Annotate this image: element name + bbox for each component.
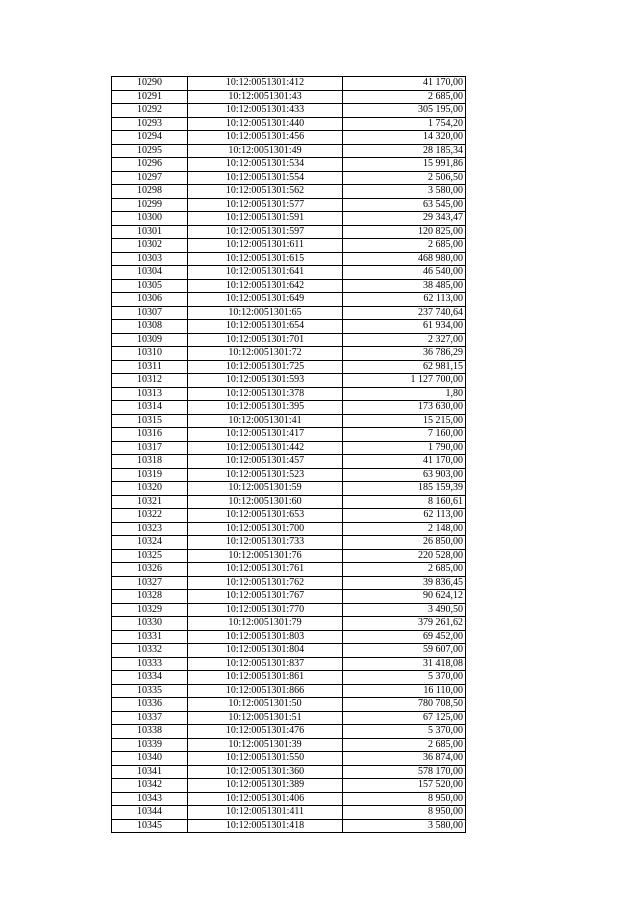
table-row — [112, 603, 466, 617]
value-cell: 61 934,00 — [343, 320, 466, 334]
cadastral-number-cell: 10:12:0051301:761 — [188, 563, 343, 577]
table-row — [112, 414, 466, 428]
cadastral-number-cell: 10:12:0051301:456 — [188, 131, 343, 145]
value-cell: 5 370,00 — [343, 671, 466, 685]
cadastral-number-cell: 10:12:0051301:412 — [188, 77, 343, 91]
cadastral-number-cell: 10:12:0051301:562 — [188, 185, 343, 199]
cadastral-number-cell: 10:12:0051301:433 — [188, 104, 343, 118]
row-number-cell: 10338 — [112, 725, 188, 739]
cadastral-number-cell: 10:12:0051301:534 — [188, 158, 343, 172]
row-number-cell: 10307 — [112, 306, 188, 320]
cadastral-number-cell: 10:12:0051301:733 — [188, 536, 343, 550]
row-number-cell: 10334 — [112, 671, 188, 685]
table-row — [112, 738, 466, 752]
table-row — [112, 320, 466, 334]
row-number-cell: 10326 — [112, 563, 188, 577]
table-row — [112, 171, 466, 185]
table-row — [112, 752, 466, 766]
value-cell: 3 490,50 — [343, 603, 466, 617]
value-cell: 62 113,00 — [343, 509, 466, 523]
cadastral-number-cell: 10:12:0051301:762 — [188, 576, 343, 590]
value-cell: 8 950,00 — [343, 806, 466, 820]
value-cell: 36 786,29 — [343, 347, 466, 361]
cadastral-number-cell: 10:12:0051301:767 — [188, 590, 343, 604]
value-cell: 237 740,64 — [343, 306, 466, 320]
value-cell: 578 170,00 — [343, 765, 466, 779]
row-number-cell: 10329 — [112, 603, 188, 617]
cadastral-number-cell: 10:12:0051301:701 — [188, 333, 343, 347]
cadastral-number-cell: 10:12:0051301:523 — [188, 468, 343, 482]
row-number-cell: 10315 — [112, 414, 188, 428]
table-body — [112, 77, 466, 833]
table-row — [112, 779, 466, 793]
cadastral-number-cell: 10:12:0051301:389 — [188, 779, 343, 793]
cadastral-number-cell: 10:12:0051301:417 — [188, 428, 343, 442]
row-number-cell: 10310 — [112, 347, 188, 361]
table-row — [112, 806, 466, 820]
table-row — [112, 293, 466, 307]
cadastral-number-cell: 10:12:0051301:803 — [188, 630, 343, 644]
value-cell: 2 685,00 — [343, 239, 466, 253]
value-cell: 5 370,00 — [343, 725, 466, 739]
value-cell: 8 950,00 — [343, 792, 466, 806]
table-row — [112, 239, 466, 253]
cadastral-number-cell: 10:12:0051301:837 — [188, 657, 343, 671]
cadastral-number-cell: 10:12:0051301:653 — [188, 509, 343, 523]
value-cell: 120 825,00 — [343, 225, 466, 239]
cadastral-number-cell: 10:12:0051301:76 — [188, 549, 343, 563]
cadastral-number-cell: 10:12:0051301:442 — [188, 441, 343, 455]
value-cell: 39 836,45 — [343, 576, 466, 590]
value-cell: 1 754,20 — [343, 117, 466, 131]
row-number-cell: 10335 — [112, 684, 188, 698]
cadastral-number-cell: 10:12:0051301:725 — [188, 360, 343, 374]
cadastral-number-cell: 10:12:0051301:60 — [188, 495, 343, 509]
row-number-cell: 10328 — [112, 590, 188, 604]
row-number-cell: 10304 — [112, 266, 188, 280]
table-row — [112, 549, 466, 563]
row-number-cell: 10290 — [112, 77, 188, 91]
table-row — [112, 90, 466, 104]
value-cell: 16 110,00 — [343, 684, 466, 698]
cadastral-number-cell: 10:12:0051301:39 — [188, 738, 343, 752]
value-cell: 67 125,00 — [343, 711, 466, 725]
row-number-cell: 10302 — [112, 239, 188, 253]
cadastral-number-cell: 10:12:0051301:411 — [188, 806, 343, 820]
table-row — [112, 279, 466, 293]
table-row — [112, 212, 466, 226]
value-cell: 7 160,00 — [343, 428, 466, 442]
table-row — [112, 509, 466, 523]
value-cell: 2 685,00 — [343, 563, 466, 577]
row-number-cell: 10344 — [112, 806, 188, 820]
value-cell: 2 148,00 — [343, 522, 466, 536]
table-row — [112, 468, 466, 482]
row-number-cell: 10325 — [112, 549, 188, 563]
row-number-cell: 10321 — [112, 495, 188, 509]
row-number-cell: 10294 — [112, 131, 188, 145]
cadastral-number-cell: 10:12:0051301:861 — [188, 671, 343, 685]
value-cell: 468 980,00 — [343, 252, 466, 266]
row-number-cell: 10313 — [112, 387, 188, 401]
row-number-cell: 10342 — [112, 779, 188, 793]
table-row — [112, 266, 466, 280]
row-number-cell: 10297 — [112, 171, 188, 185]
cadastral-number-cell: 10:12:0051301:804 — [188, 644, 343, 658]
table-row — [112, 765, 466, 779]
value-cell: 41 170,00 — [343, 455, 466, 469]
row-number-cell: 10300 — [112, 212, 188, 226]
row-number-cell: 10332 — [112, 644, 188, 658]
table-row — [112, 590, 466, 604]
table-row — [112, 563, 466, 577]
cadastral-number-cell: 10:12:0051301:577 — [188, 198, 343, 212]
cadastral-number-cell: 10:12:0051301:615 — [188, 252, 343, 266]
value-cell: 29 343,47 — [343, 212, 466, 226]
value-cell: 38 485,00 — [343, 279, 466, 293]
value-cell: 8 160,61 — [343, 495, 466, 509]
cadastral-number-cell: 10:12:0051301:418 — [188, 819, 343, 833]
value-cell: 41 170,00 — [343, 77, 466, 91]
value-cell: 63 545,00 — [343, 198, 466, 212]
row-number-cell: 10305 — [112, 279, 188, 293]
table-row — [112, 374, 466, 388]
cadastral-number-cell: 10:12:0051301:642 — [188, 279, 343, 293]
row-number-cell: 10343 — [112, 792, 188, 806]
row-number-cell: 10340 — [112, 752, 188, 766]
cadastral-number-cell: 10:12:0051301:611 — [188, 239, 343, 253]
value-cell: 157 520,00 — [343, 779, 466, 793]
value-cell: 62 981,15 — [343, 360, 466, 374]
cadastral-number-cell: 10:12:0051301:770 — [188, 603, 343, 617]
value-cell: 26 850,00 — [343, 536, 466, 550]
row-number-cell: 10336 — [112, 698, 188, 712]
row-number-cell: 10341 — [112, 765, 188, 779]
row-number-cell: 10314 — [112, 401, 188, 415]
table-row — [112, 401, 466, 415]
row-number-cell: 10318 — [112, 455, 188, 469]
table-row — [112, 630, 466, 644]
cadastral-number-cell: 10:12:0051301:641 — [188, 266, 343, 280]
row-number-cell: 10295 — [112, 144, 188, 158]
row-number-cell: 10299 — [112, 198, 188, 212]
row-number-cell: 10327 — [112, 576, 188, 590]
cadastral-number-cell: 10:12:0051301:654 — [188, 320, 343, 334]
value-cell: 36 874,00 — [343, 752, 466, 766]
cadastral-number-cell: 10:12:0051301:649 — [188, 293, 343, 307]
table-row — [112, 792, 466, 806]
value-cell: 14 320,00 — [343, 131, 466, 145]
table-row — [112, 725, 466, 739]
table-row — [112, 185, 466, 199]
value-cell: 63 903,00 — [343, 468, 466, 482]
table-row — [112, 77, 466, 91]
table-row — [112, 347, 466, 361]
row-number-cell: 10323 — [112, 522, 188, 536]
value-cell: 379 261,62 — [343, 617, 466, 631]
table-row — [112, 198, 466, 212]
value-cell: 2 685,00 — [343, 90, 466, 104]
row-number-cell: 10301 — [112, 225, 188, 239]
cadastral-number-cell: 10:12:0051301:50 — [188, 698, 343, 712]
table-row — [112, 482, 466, 496]
value-cell: 780 708,50 — [343, 698, 466, 712]
table-row — [112, 819, 466, 833]
row-number-cell: 10309 — [112, 333, 188, 347]
table-row — [112, 333, 466, 347]
table-row — [112, 684, 466, 698]
cadastral-number-cell: 10:12:0051301:593 — [188, 374, 343, 388]
cadastral-number-cell: 10:12:0051301:41 — [188, 414, 343, 428]
row-number-cell: 10322 — [112, 509, 188, 523]
table-row — [112, 144, 466, 158]
value-cell: 15 991,86 — [343, 158, 466, 172]
table-row — [112, 576, 466, 590]
table-row — [112, 252, 466, 266]
row-number-cell: 10345 — [112, 819, 188, 833]
table-row — [112, 657, 466, 671]
value-cell: 2 327,00 — [343, 333, 466, 347]
row-number-cell: 10337 — [112, 711, 188, 725]
row-number-cell: 10331 — [112, 630, 188, 644]
cadastral-number-cell: 10:12:0051301:591 — [188, 212, 343, 226]
row-number-cell: 10324 — [112, 536, 188, 550]
row-number-cell: 10298 — [112, 185, 188, 199]
cadastral-number-cell: 10:12:0051301:65 — [188, 306, 343, 320]
cadastral-number-cell: 10:12:0051301:554 — [188, 171, 343, 185]
table-row — [112, 536, 466, 550]
value-cell: 46 540,00 — [343, 266, 466, 280]
row-number-cell: 10293 — [112, 117, 188, 131]
cadastral-number-cell: 10:12:0051301:457 — [188, 455, 343, 469]
cadastral-number-cell: 10:12:0051301:700 — [188, 522, 343, 536]
value-cell: 1 790,00 — [343, 441, 466, 455]
table-row — [112, 671, 466, 685]
cadastral-number-cell: 10:12:0051301:406 — [188, 792, 343, 806]
value-cell: 3 580,00 — [343, 185, 466, 199]
cadastral-number-cell: 10:12:0051301:550 — [188, 752, 343, 766]
value-cell: 2 506,50 — [343, 171, 466, 185]
table-row — [112, 117, 466, 131]
row-number-cell: 10292 — [112, 104, 188, 118]
table-row — [112, 387, 466, 401]
table-row — [112, 711, 466, 725]
row-number-cell: 10308 — [112, 320, 188, 334]
row-number-cell: 10306 — [112, 293, 188, 307]
cadastral-value-table — [111, 76, 466, 833]
row-number-cell: 10339 — [112, 738, 188, 752]
value-cell: 3 580,00 — [343, 819, 466, 833]
row-number-cell: 10330 — [112, 617, 188, 631]
table-row — [112, 104, 466, 118]
row-number-cell: 10303 — [112, 252, 188, 266]
row-number-cell: 10316 — [112, 428, 188, 442]
table-row — [112, 495, 466, 509]
cadastral-number-cell: 10:12:0051301:79 — [188, 617, 343, 631]
value-cell: 305 195,00 — [343, 104, 466, 118]
table-row — [112, 698, 466, 712]
value-cell: 28 185,34 — [343, 144, 466, 158]
table-row — [112, 158, 466, 172]
value-cell: 220 528,00 — [343, 549, 466, 563]
cadastral-number-cell: 10:12:0051301:49 — [188, 144, 343, 158]
row-number-cell: 10320 — [112, 482, 188, 496]
table-row — [112, 225, 466, 239]
cadastral-number-cell: 10:12:0051301:866 — [188, 684, 343, 698]
row-number-cell: 10312 — [112, 374, 188, 388]
table-row — [112, 455, 466, 469]
row-number-cell: 10311 — [112, 360, 188, 374]
cadastral-number-cell: 10:12:0051301:440 — [188, 117, 343, 131]
table-row — [112, 644, 466, 658]
cadastral-number-cell: 10:12:0051301:43 — [188, 90, 343, 104]
table-row — [112, 360, 466, 374]
value-cell: 2 685,00 — [343, 738, 466, 752]
value-cell: 1 127 700,00 — [343, 374, 466, 388]
table-row — [112, 306, 466, 320]
cadastral-number-cell: 10:12:0051301:378 — [188, 387, 343, 401]
value-cell: 1,80 — [343, 387, 466, 401]
value-cell: 59 607,00 — [343, 644, 466, 658]
cadastral-number-cell: 10:12:0051301:360 — [188, 765, 343, 779]
row-number-cell: 10291 — [112, 90, 188, 104]
row-number-cell: 10317 — [112, 441, 188, 455]
cadastral-number-cell: 10:12:0051301:476 — [188, 725, 343, 739]
cadastral-number-cell: 10:12:0051301:51 — [188, 711, 343, 725]
table-row — [112, 428, 466, 442]
value-cell: 185 159,39 — [343, 482, 466, 496]
value-cell: 173 630,00 — [343, 401, 466, 415]
value-cell: 15 215,00 — [343, 414, 466, 428]
row-number-cell: 10296 — [112, 158, 188, 172]
table-row — [112, 522, 466, 536]
value-cell: 69 452,00 — [343, 630, 466, 644]
value-cell: 90 624,12 — [343, 590, 466, 604]
value-cell: 62 113,00 — [343, 293, 466, 307]
cadastral-number-cell: 10:12:0051301:597 — [188, 225, 343, 239]
cadastral-number-cell: 10:12:0051301:59 — [188, 482, 343, 496]
row-number-cell: 10319 — [112, 468, 188, 482]
table-row — [112, 441, 466, 455]
row-number-cell: 10333 — [112, 657, 188, 671]
cadastral-number-cell: 10:12:0051301:72 — [188, 347, 343, 361]
cadastral-number-cell: 10:12:0051301:395 — [188, 401, 343, 415]
table-row — [112, 131, 466, 145]
table-row — [112, 617, 466, 631]
value-cell: 31 418,08 — [343, 657, 466, 671]
